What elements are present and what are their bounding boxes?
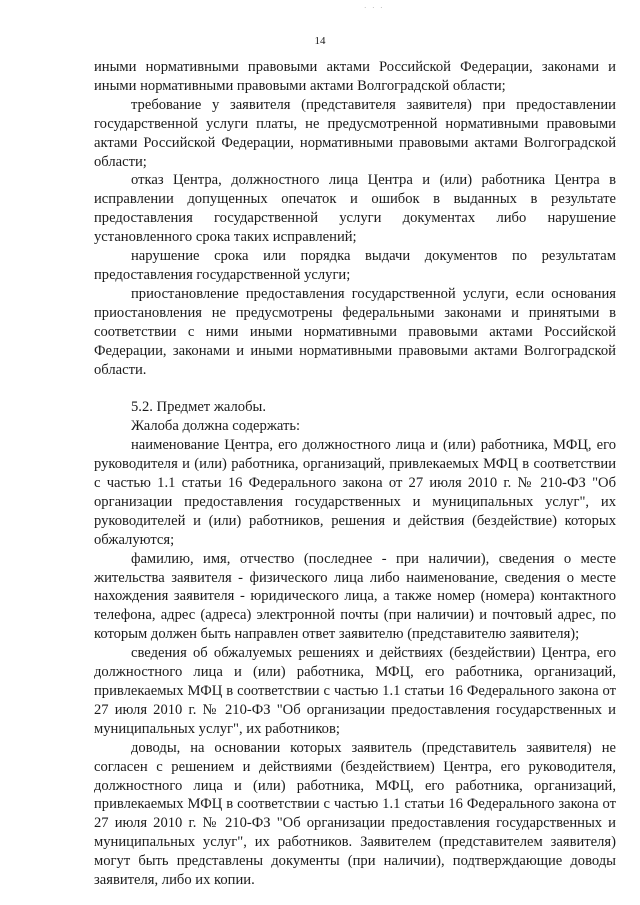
paragraph-complaint-must-contain: Жалоба должна содержать:: [131, 418, 301, 435]
paragraph-other-acts-continuation: иными нормативными правовыми актами Российской Федерации, законами и иными нормативными правовыми актами Волгоградской области;: [94, 59, 616, 94]
scan-artifact: · · ·: [364, 4, 385, 12]
document-body: [94, 58, 616, 890]
section-heading-5-2: 5.2. Предмет жалобы.: [131, 399, 266, 416]
paragraph-appealed-decisions: сведения об обжалуемых решениях и действиях (бездействии) Центра, его должностного лица и (или) работника, МФЦ, его работника, организаций, привлекаемых МФЦ в соответствии с частью 1.1 статьи 16 Федерального закона от 27 июля 2010 г. № 210-ФЗ "Об организации предоставления государственных и муниципальных услуг", их работников;: [94, 645, 616, 737]
paragraph-applicant-details: фамилию, имя, отчество (последнее - при наличии), сведения о месте жительства заявителя - физического лица либо наименование, сведения о месте нахождения заявителя - юридического лица, а также номер (номера) контактного телефона, адрес (адреса) электронной почты (при наличии) и почтовый адрес, по которым должен быть направлен ответ заявителю (представителю заявителя);: [94, 550, 616, 643]
paragraph-refusal-corrections: отказ Центра, должностного лица Центра и (или) работника Центра в исправлении допущенных опечаток и ошибок в выданных в результате предоставления государственной услуги документах либо нарушение установленного срока таких исправлений;: [94, 172, 616, 246]
paragraph-deadline-violation: нарушение срока или порядка выдачи документов по результатам предоставления государственной услуги;: [94, 248, 616, 283]
paragraph-arguments: доводы, на основании которых заявитель (представитель заявителя) не согласен с решением и действиями (бездействием) Центра, его руководителя, должностного лица и (или) работника, МФЦ, его работника, организаций, привлекаемых МФЦ в соответствии с частью 1.1 статьи 16 Федерального закона от 27 июля 2010 г. № 210-ФЗ "Об организации предоставления государственных и муниципальных услуг", их работников. Заявителем (представителем заявителя) могут быть представлены документы (при наличии), подтверждающие доводы заявителя, либо их копии.: [94, 739, 616, 889]
paragraph-fee-requirement: требование у заявителя (представителя заявителя) при предоставлении государственной услуги платы, не предусмотренной нормативными правовыми актами Российской Федерации, нормативными правовыми актами Волгоградской области;: [94, 96, 616, 170]
paragraph-center-name: наименование Центра, его должностного лица и (или) работника, МФЦ, его руководителя и (или) работника, организаций, привлекаемых МФЦ в соответствии с частью 1.1 статьи 16 Федерального закона от 27 июля 2010 г. № 210-ФЗ "Об организации предоставления государственных и муниципальных услуг", их руководителей и (или) работников, решения и действия (бездействие) которых обжалуются;: [94, 437, 616, 548]
page-number: 14: [314, 35, 326, 47]
paragraph-suspension: приостановление предоставления государственной услуги, если основания приостановления не предусмотрены федеральными законами и принятыми в соответствии с ними иными нормативными правовыми актами Российской Федерации, законами и иными нормативными правовыми актами Волгоградской области.: [94, 285, 616, 378]
